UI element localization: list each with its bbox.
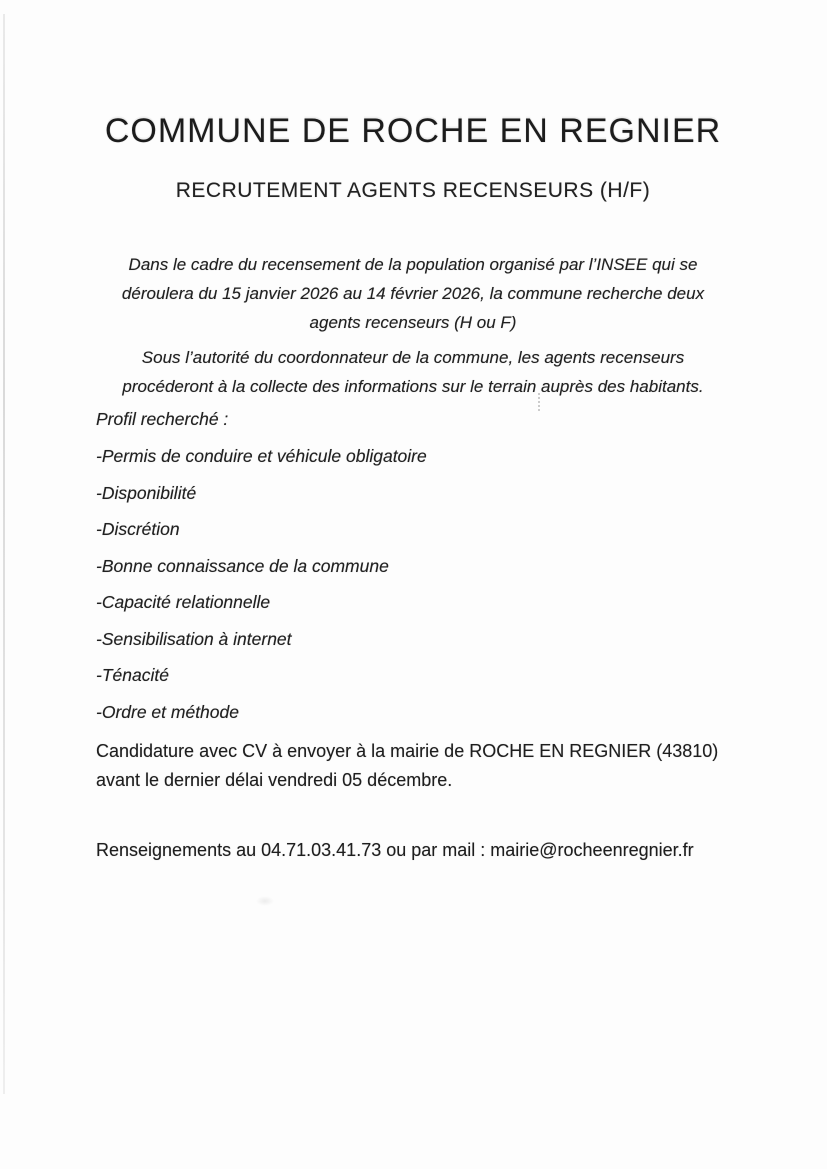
intro-paragraph-census: Dans le cadre du recensement de la population organisé par l’INSEE qui se déroulera du 15 janvier 2026 au 14 février 2026, la commune recherche deux agents recenseurs (H ou F): [121, 255, 705, 332]
list-item-internet-awareness: -Sensibilisation à internet: [96, 628, 292, 649]
document-subtitle: RECRUTEMENT AGENTS RECENSEURS (H/F): [175, 179, 651, 202]
list-item-discretion: -Discrétion: [96, 519, 180, 539]
list-item-order-method: -Ordre et méthode: [96, 701, 239, 722]
application-instructions: Candidature avec CV à envoyer à la mairie de ROCHE EN REGNIER (43810) avant le dernier délai vendredi 05 décembre.: [96, 741, 719, 790]
scan-smudge-artifact: [256, 896, 274, 906]
profile-section-label: Profil recherché :: [96, 409, 229, 429]
intro-paragraph-authority: Sous l’autorité du coordonnateur de la commune, les agents recenseurs procéderont à la collecte des informations sur le terrain auprès des habitants.: [122, 348, 704, 396]
list-item-tenacity: -Ténacité: [96, 665, 169, 685]
list-item-relational-skills: -Capacité relationnelle: [96, 592, 271, 612]
profile-requirements-list: [96, 445, 730, 724]
contact-information: Renseignements au 04.71.03.41.73 ou par mail : mairie@rocheenregnier.fr: [96, 840, 694, 860]
list-item-commune-knowledge: -Bonne connaissance de la commune: [96, 555, 389, 576]
document-title: COMMUNE DE ROCHE EN REGNIER: [104, 112, 722, 150]
list-item-availability: -Disponibilité: [96, 482, 197, 503]
list-item-driving-license: -Permis de conduire et véhicule obligatoire: [96, 446, 427, 466]
